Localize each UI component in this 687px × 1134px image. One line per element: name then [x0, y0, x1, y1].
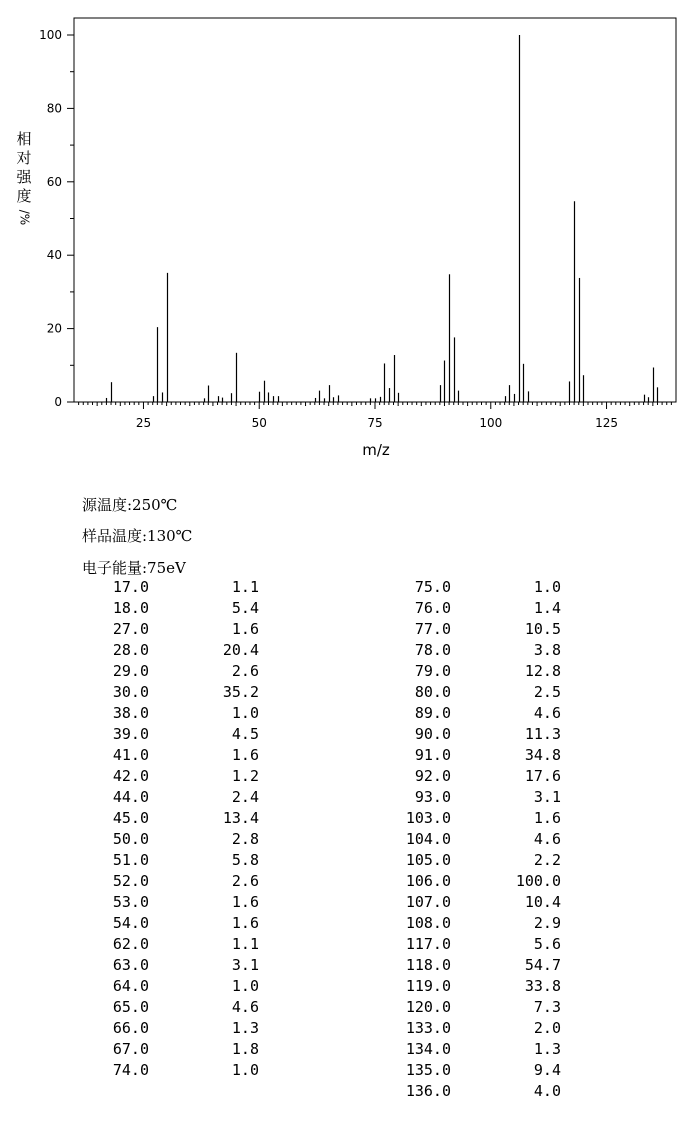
mz-value: 89.0	[414, 704, 451, 722]
table-row	[394, 829, 561, 850]
intensity-value: 2.9	[533, 914, 561, 932]
intensity-value: 5.6	[533, 935, 561, 953]
table-row	[394, 703, 561, 724]
intensity-value: 3.8	[533, 641, 561, 659]
intensity-value: 35.2	[222, 683, 259, 701]
table-row	[394, 682, 561, 703]
table-row	[394, 1039, 561, 1060]
mz-value: 134.0	[405, 1040, 451, 1058]
table-row	[92, 955, 259, 976]
y-tick-label: 20	[46, 321, 62, 336]
intensity-value: 7.3	[533, 998, 561, 1016]
intensity-value: 1.0	[533, 578, 561, 596]
table-row	[394, 598, 561, 619]
intensity-value: 3.1	[231, 956, 259, 974]
intensity-value: 54.7	[524, 956, 561, 974]
table-row	[92, 1018, 259, 1039]
y-axis-label-char: 强	[16, 168, 32, 186]
table-row	[92, 787, 259, 808]
mz-value: 38.0	[112, 704, 149, 722]
y-tick-label: 40	[46, 248, 62, 263]
intensity-value: 1.1	[231, 935, 259, 953]
mz-value: 18.0	[112, 599, 149, 617]
table-row	[394, 850, 561, 871]
chart-ticks	[39, 28, 671, 430]
x-tick-label: 75	[367, 416, 383, 430]
table-row	[92, 640, 259, 661]
table-row	[394, 976, 561, 997]
intensity-value: 4.6	[533, 704, 561, 722]
table-row	[394, 955, 561, 976]
intensity-value: 2.4	[231, 788, 259, 806]
mz-value: 75.0	[414, 578, 451, 596]
table-row	[92, 829, 259, 850]
mz-value: 76.0	[414, 599, 451, 617]
x-tick-label: 50	[251, 416, 267, 430]
table-row	[394, 766, 561, 787]
mz-value: 53.0	[112, 893, 149, 911]
table-row	[394, 640, 561, 661]
mz-value: 42.0	[112, 767, 149, 785]
y-axis-label-char: /%	[17, 209, 32, 226]
mass-spectrum-chart	[0, 0, 687, 470]
intensity-value: 4.5	[231, 725, 259, 743]
table-row	[92, 976, 259, 997]
x-tick-label: 125	[595, 416, 618, 430]
electron-energy: 电子能量:75eV	[82, 559, 186, 577]
mz-value: 27.0	[112, 620, 149, 638]
table-row	[92, 682, 259, 703]
source-temperature: 源温度:250℃	[82, 496, 178, 514]
mz-value: 63.0	[112, 956, 149, 974]
mz-value: 64.0	[112, 977, 149, 995]
intensity-value: 1.6	[231, 914, 259, 932]
table-row	[92, 850, 259, 871]
intensity-value: 1.3	[533, 1040, 561, 1058]
intensity-value: 100.0	[515, 872, 561, 890]
table-row	[394, 1060, 561, 1081]
mz-value: 90.0	[414, 725, 451, 743]
mz-value: 91.0	[414, 746, 451, 764]
table-row	[394, 745, 561, 766]
mz-value: 28.0	[112, 641, 149, 659]
table-row	[394, 913, 561, 934]
mz-value: 74.0	[112, 1061, 149, 1079]
table-row	[92, 745, 259, 766]
mz-value: 80.0	[414, 683, 451, 701]
mz-value: 104.0	[405, 830, 451, 848]
intensity-value: 1.6	[231, 893, 259, 911]
mz-value: 117.0	[405, 935, 451, 953]
mz-value: 79.0	[414, 662, 451, 680]
mz-value: 54.0	[112, 914, 149, 932]
mz-value: 119.0	[405, 977, 451, 995]
intensity-value: 1.0	[231, 704, 259, 722]
mz-value: 65.0	[112, 998, 149, 1016]
table-row	[394, 1081, 561, 1102]
mz-value: 39.0	[112, 725, 149, 743]
mz-value: 78.0	[414, 641, 451, 659]
table-row	[394, 661, 561, 682]
intensity-value: 11.3	[524, 725, 561, 743]
table-row	[92, 619, 259, 640]
intensity-value: 2.2	[533, 851, 561, 869]
y-tick-label: 100	[39, 28, 62, 42]
table-row	[92, 892, 259, 913]
mz-value: 30.0	[112, 683, 149, 701]
intensity-value: 1.0	[231, 1061, 259, 1079]
intensity-value: 1.0	[231, 977, 259, 995]
mz-value: 136.0	[405, 1082, 451, 1100]
table-row	[92, 577, 259, 598]
table-row	[92, 598, 259, 619]
x-tick-label: 100	[479, 416, 503, 430]
mz-value: 77.0	[414, 620, 451, 638]
y-tick-label: 60	[46, 174, 62, 189]
mz-value: 118.0	[405, 956, 451, 974]
mz-value: 17.0	[112, 578, 149, 596]
sample-temperature: 样品温度:130℃	[82, 527, 193, 545]
mz-value: 106.0	[405, 872, 451, 890]
y-tick-label: 80	[46, 101, 62, 116]
intensity-value: 1.6	[231, 620, 259, 638]
intensity-value: 1.2	[231, 767, 259, 785]
table-row	[92, 1039, 259, 1060]
table-row	[394, 934, 561, 955]
table-row	[92, 913, 259, 934]
intensity-value: 4.6	[231, 998, 259, 1016]
table-row	[92, 997, 259, 1018]
intensity-value: 1.6	[533, 809, 561, 827]
table-row	[92, 661, 259, 682]
intensity-value: 2.6	[231, 662, 259, 680]
mz-value: 52.0	[112, 872, 149, 890]
mz-value: 62.0	[112, 935, 149, 953]
x-axis-label: m/z	[362, 441, 390, 459]
mz-value: 103.0	[405, 809, 451, 827]
peak-table-right	[394, 577, 561, 1102]
mz-value: 92.0	[414, 767, 451, 785]
plot-frame	[74, 18, 676, 402]
intensity-value: 10.4	[524, 893, 561, 911]
mz-value: 67.0	[112, 1040, 149, 1058]
y-axis-label-char: 对	[16, 149, 32, 167]
mz-value: 44.0	[112, 788, 149, 806]
intensity-value: 3.1	[533, 788, 561, 806]
intensity-value: 20.4	[222, 641, 259, 659]
intensity-value: 2.0	[533, 1019, 561, 1037]
table-row	[92, 703, 259, 724]
intensity-value: 2.5	[533, 683, 561, 701]
y-axis-label-char: 相	[16, 130, 32, 148]
intensity-value: 1.1	[231, 578, 259, 596]
table-row	[92, 724, 259, 745]
table-row	[394, 808, 561, 829]
mz-value: 41.0	[112, 746, 149, 764]
mz-value: 133.0	[405, 1019, 451, 1037]
mz-value: 51.0	[112, 851, 149, 869]
table-row	[394, 724, 561, 745]
intensity-value: 1.8	[231, 1040, 259, 1058]
intensity-value: 10.5	[524, 620, 561, 638]
table-row	[394, 892, 561, 913]
chart-axes	[74, 18, 676, 402]
table-row	[394, 871, 561, 892]
mz-value: 107.0	[405, 893, 451, 911]
mz-value: 29.0	[112, 662, 149, 680]
intensity-value: 34.8	[524, 746, 561, 764]
intensity-value: 9.4	[533, 1061, 561, 1079]
intensity-value: 2.8	[231, 830, 259, 848]
intensity-value: 5.4	[231, 599, 259, 617]
intensity-value: 4.0	[533, 1082, 561, 1100]
peak-table-left	[92, 577, 259, 1081]
intensity-value: 13.4	[222, 809, 259, 827]
intensity-value: 2.6	[231, 872, 259, 890]
mz-value: 50.0	[112, 830, 149, 848]
y-axis-label	[14, 130, 34, 227]
intensity-value: 4.6	[533, 830, 561, 848]
table-row	[394, 787, 561, 808]
table-row	[394, 997, 561, 1018]
intensity-value: 12.8	[524, 662, 561, 680]
chart-bars	[107, 35, 658, 402]
intensity-value: 5.8	[231, 851, 259, 869]
intensity-value: 1.4	[533, 599, 561, 617]
table-row	[92, 808, 259, 829]
mz-value: 105.0	[405, 851, 451, 869]
y-tick-label: 0	[54, 395, 62, 409]
table-row	[92, 934, 259, 955]
table-row	[394, 619, 561, 640]
x-tick-label: 25	[135, 416, 152, 430]
y-axis-label-char: 度	[16, 187, 32, 205]
mz-value: 93.0	[414, 788, 451, 806]
intensity-value: 33.8	[524, 977, 561, 995]
intensity-value: 1.6	[231, 746, 259, 764]
table-row	[92, 766, 259, 787]
table-row	[92, 871, 259, 892]
mz-value: 120.0	[405, 998, 451, 1016]
mz-value: 66.0	[112, 1019, 149, 1037]
table-row	[92, 1060, 259, 1081]
intensity-value: 1.3	[231, 1019, 259, 1037]
table-row	[394, 1018, 561, 1039]
intensity-value: 17.6	[524, 767, 561, 785]
mz-value: 108.0	[405, 914, 451, 932]
mz-value: 45.0	[112, 809, 149, 827]
mz-value: 135.0	[405, 1061, 451, 1079]
table-row	[394, 577, 561, 598]
